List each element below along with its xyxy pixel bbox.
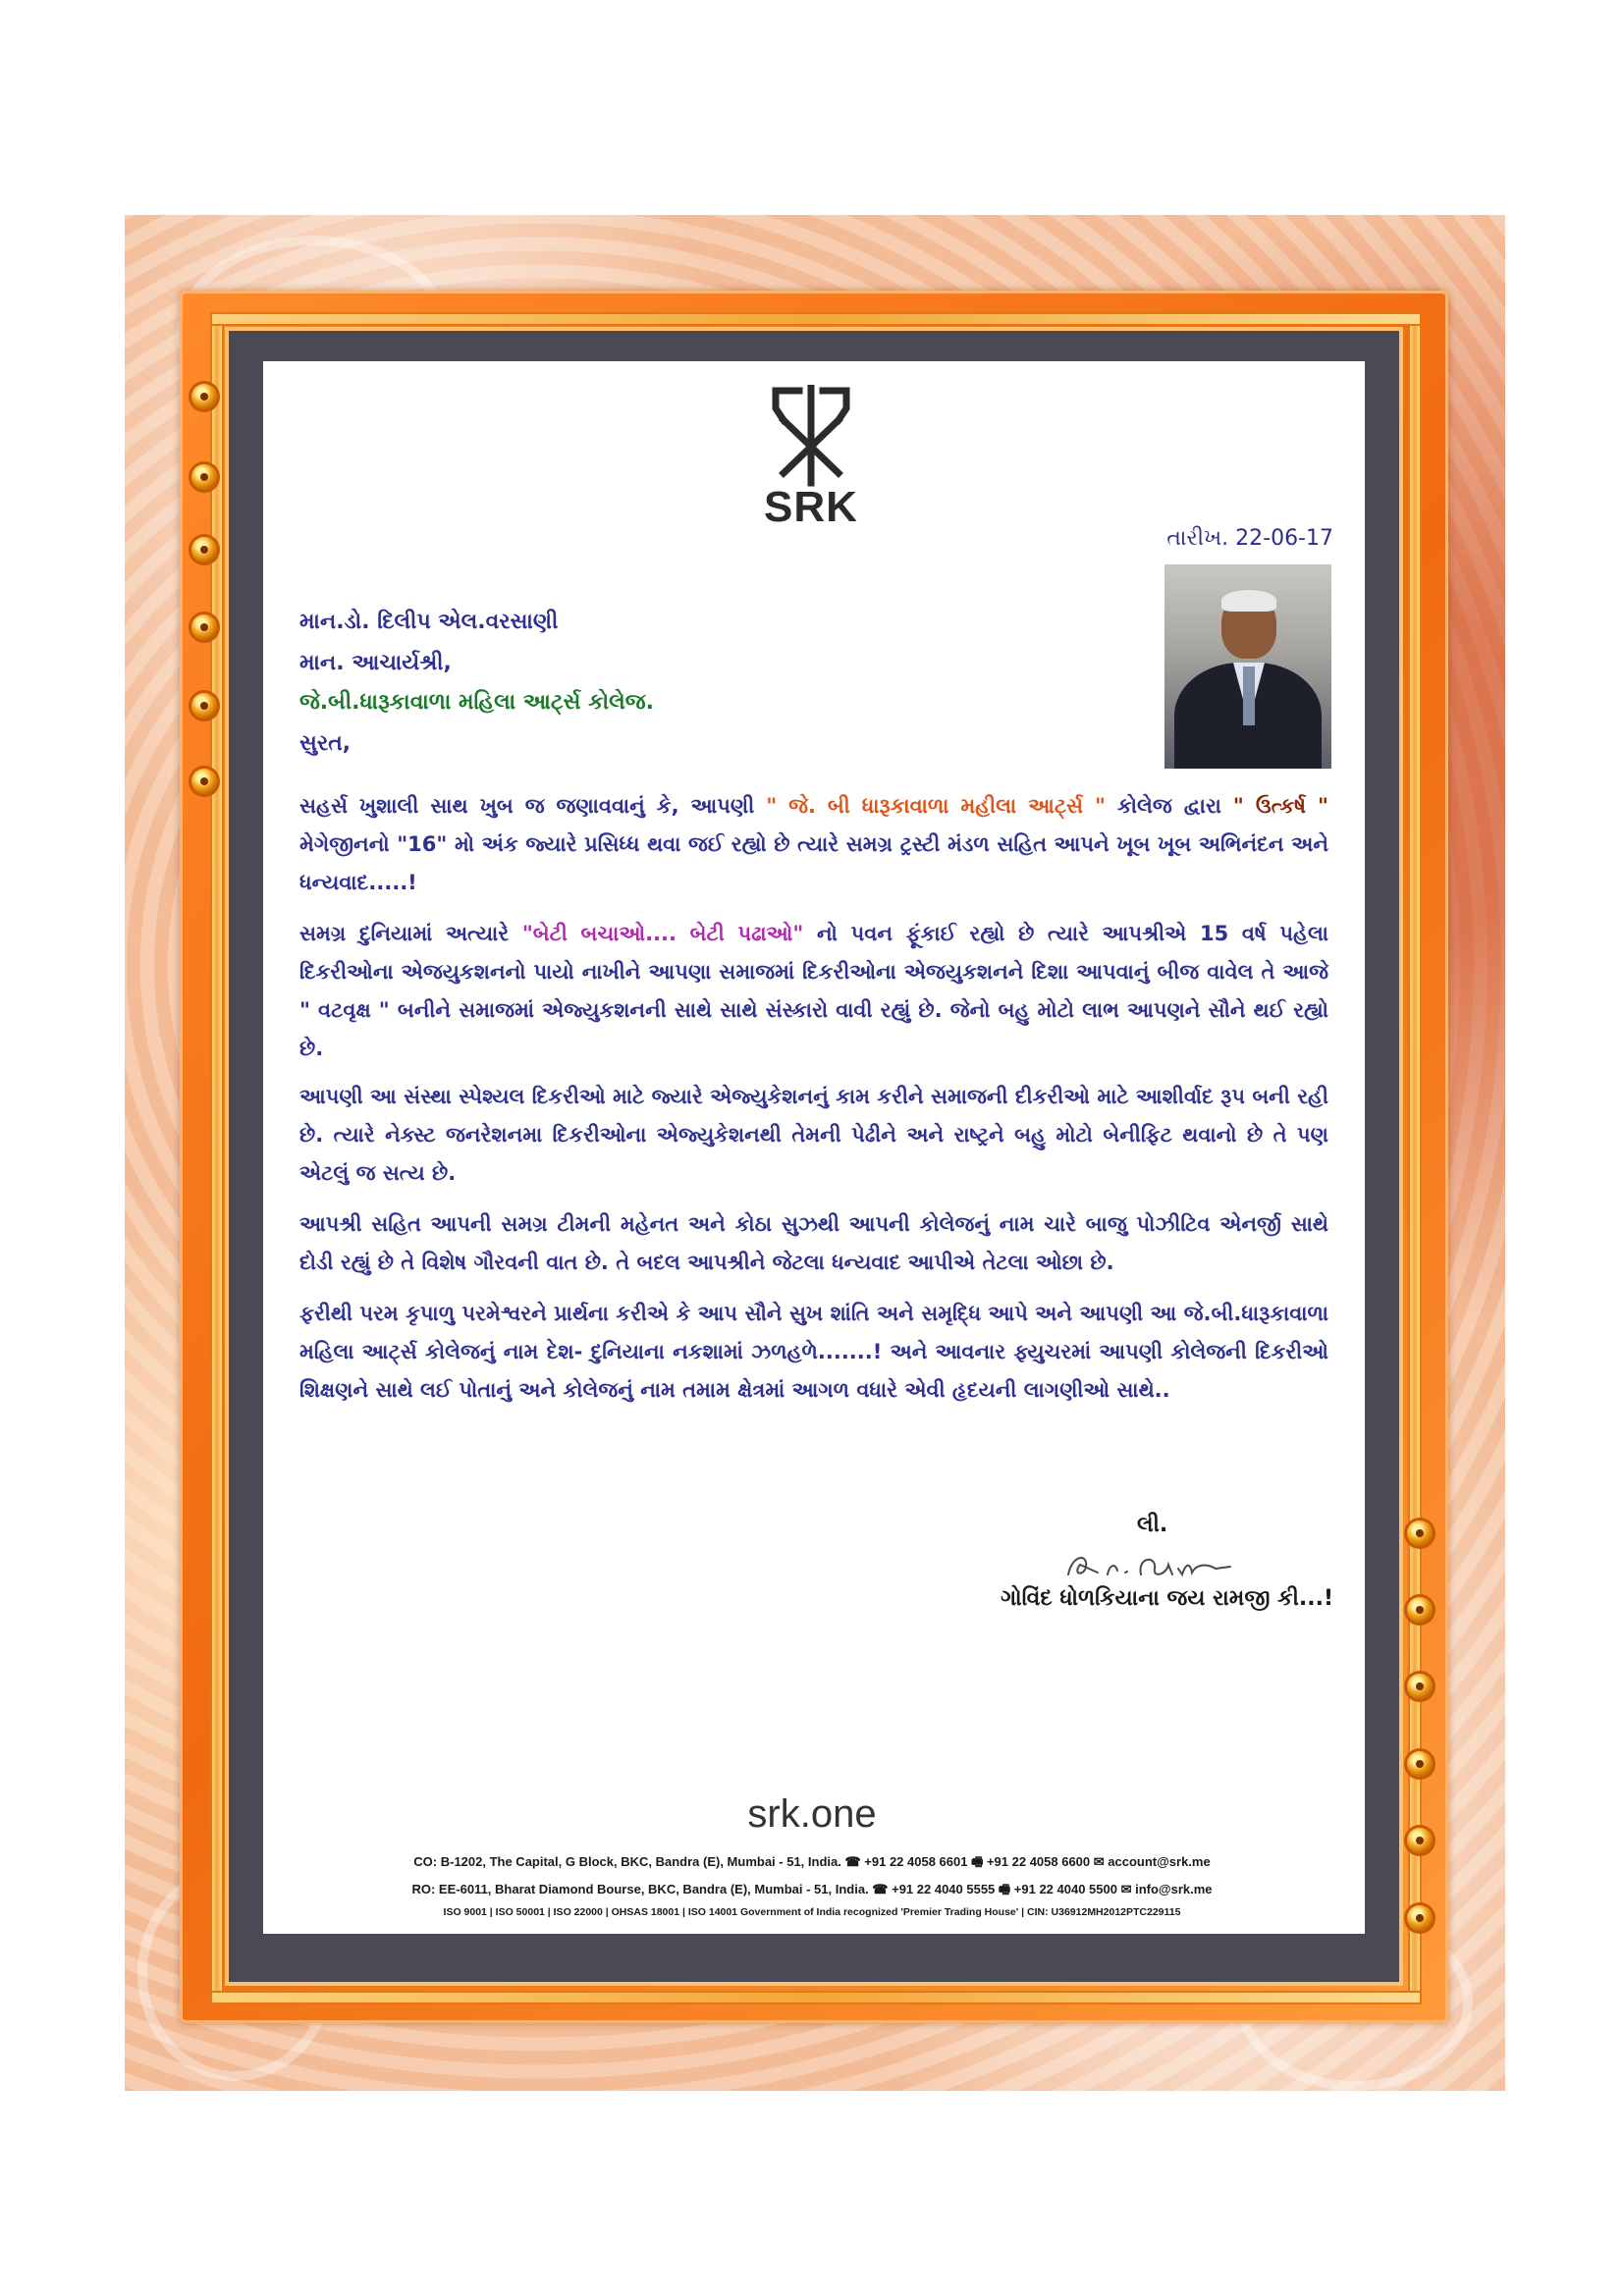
sender-photo bbox=[1164, 564, 1331, 769]
paragraph-3: આપણી આ સંસ્થા સ્પેશ્યલ દિકરીઓ માટે જ્યારે એજ્યુકેશનનું કામ કરીને સમાજની દીકરીઓ માટે આશીર્વાદ રૂપ બની રહી છે. ત્યારે નેક્સ્ટ જનરેશનમા દિકરીઓના એજ્યુકેશનથી તેમની પેઢીને અને રાષ્ટ્રને બહુ મોટો બેનીફિટ થવાનો છે તે પણ એટલું જ સત્ય છે. bbox=[299, 1085, 1328, 1185]
frame-stud-icon bbox=[191, 384, 217, 409]
paragraph-1-text-b: કોલેજ દ્વારા bbox=[1105, 794, 1233, 818]
srk-logo bbox=[762, 385, 860, 532]
frame-stud-icon bbox=[1407, 1905, 1433, 1931]
paragraph-1-text-c: મેગેજીનનો "16" મો અંક જ્યારે પ્રસિધ્ધ થવા જઈ રહ્યો છે ત્યારે સમગ્ર ટ્રસ્ટી મંડળ સહિત આપને ખૂબ ખૂબ અભિનંદન અને ધન્યવાદ.....! bbox=[299, 832, 1328, 894]
frame-stud-icon bbox=[1407, 1674, 1433, 1699]
frame-rail-left bbox=[210, 312, 224, 2004]
magazine-name-highlight: " ઉત્કર્ષ " bbox=[1232, 794, 1328, 818]
signoff-name: ગોવિંદ ધોળકિયાના જય રામજી કી...! bbox=[1001, 1586, 1333, 1611]
slogan-highlight: "બેટી બચાઓ.... બેટી પઢાઓ" bbox=[521, 922, 804, 945]
footer-registered-office: RO: EE-6011, Bharat Diamond Bourse, BKC, Bandra (E), Mumbai - 51, India. ☎ +91 22 4040 5555 🖷 +91 22 4040 5500 ✉ info@srk.me bbox=[411, 1882, 1213, 1896]
frame-stud-icon bbox=[191, 693, 217, 719]
frame-stud-icon bbox=[191, 537, 217, 562]
frame-rail-top bbox=[210, 312, 1422, 326]
paragraph-5: ફરીથી પરમ કૃપાળુ પરમેશ્વરને પ્રાર્થના કરીએ કે આપ સૌને સુખ શાંતિ અને સમૃદ્ધિ આપે અને આપણી આ જે.બી.ધારૂકાવાળા મહિલા આર્ટ્સ કોલેજનું નામ દેશ- દુનિયાના નકશામાં ઝળહળે.......! અને આવનાર ફ્યુચરમાં આપણી કોલેજની દિકરીઓ શિક્ષણને સાથે લઈ પોતાનું અને કોલેજનું નામ તમામ ક્ષેત્રમાં આગળ વધારે એવી હૃદયની લાગણીઓ સાથે.. bbox=[299, 1302, 1328, 1402]
letter-date: તારીખ. 22-06-17 bbox=[1166, 526, 1333, 551]
website-label: srk.one bbox=[747, 1792, 877, 1836]
footer-certifications: ISO 9001 | ISO 50001 | ISO 22000 | OHSAS 18001 | ISO 14001 Government of India recognized 'Premier Trading House' | CIN: U36912MH2012PTC229115 bbox=[443, 1906, 1181, 1918]
handwritten-signature bbox=[1058, 1545, 1245, 1584]
frame-stud-icon bbox=[191, 614, 217, 640]
frame-rail-bottom bbox=[210, 1991, 1422, 2004]
recipient-line-1: માન.ડો. દિલીપ એલ.વરસાણી bbox=[299, 610, 559, 634]
logo-text: SRK bbox=[764, 483, 858, 531]
recipient-line-3: જે.બી.ધારૂકાવાળા મહિલા આર્ટ્સ કોલેજ. bbox=[299, 690, 654, 715]
signoff-li: લી. bbox=[1137, 1513, 1168, 1537]
recipient-line-4: સુરત, bbox=[299, 731, 352, 756]
frame-stud-icon bbox=[191, 464, 217, 490]
frame-stud-icon bbox=[1407, 1597, 1433, 1623]
college-name-highlight: " જે. બી ધારૂકાવાળા મહીલા આર્ટ્સ " bbox=[766, 794, 1106, 818]
frame-stud-icon bbox=[1407, 1751, 1433, 1777]
paragraph-2-text-b: નો પવન ફૂંકાઈ રહ્યો છે ત્યારે આપશ્રીએ 15 વર્ષ પહેલા દિકરીઓના એજયુકશનનો પાયો નાખીને આપણા સમાજમાં દિકરીઓના એજયુકશનને દિશા આપવાનું બીજ વાવેલ તે આજે " વટવૃક્ષ " બનીને સમાજમાં એજ્યુકશનની સાથે સાથે સંસ્કારો વાવી રહ્યું છે. જેનો બહુ મોટો લાભ આપણને સૌને થઈ રહ્યો છે. bbox=[299, 922, 1328, 1060]
srk-logo-icon bbox=[762, 385, 860, 493]
paragraph-2-text-a: સમગ્ર દુનિયામાં અત્યારે bbox=[299, 922, 522, 945]
paragraph-4: આપશ્રી સહિત આપની સમગ્ર ટીમની મહેનત અને કોઠા સુઝથી આપની કોલેજનું નામ ચારે બાજુ પોઝીટિવ એનર્જી સાથે દોડી રહ્યું છે તે વિશેષ ગૌરવની વાત છે. તે બદલ આપશ્રીને જેટલા ધન્યવાદ આપીએ તેટલા ઓછા છે. bbox=[299, 1212, 1328, 1274]
paragraph-2 bbox=[299, 915, 1328, 1068]
paragraph-1-text-a: સહર્સ ખુશાલી સાથ ખુબ જ જણાવવાનું કે, આપણી bbox=[299, 794, 767, 818]
photo-hair bbox=[1221, 590, 1276, 612]
photo-tie bbox=[1243, 667, 1255, 725]
paragraph-1 bbox=[299, 787, 1328, 902]
recipient-line-2: માન. આચાર્યશ્રી, bbox=[299, 651, 452, 675]
footer-corporate-office: CO: B-1202, The Capital, G Block, BKC, Bandra (E), Mumbai - 51, India. ☎ +91 22 4058 6601 🖷 +91 22 4058 6600 ✉ account@srk.me bbox=[413, 1854, 1211, 1869]
frame-stud-icon bbox=[191, 769, 217, 794]
frame-stud-icon bbox=[1407, 1521, 1433, 1546]
